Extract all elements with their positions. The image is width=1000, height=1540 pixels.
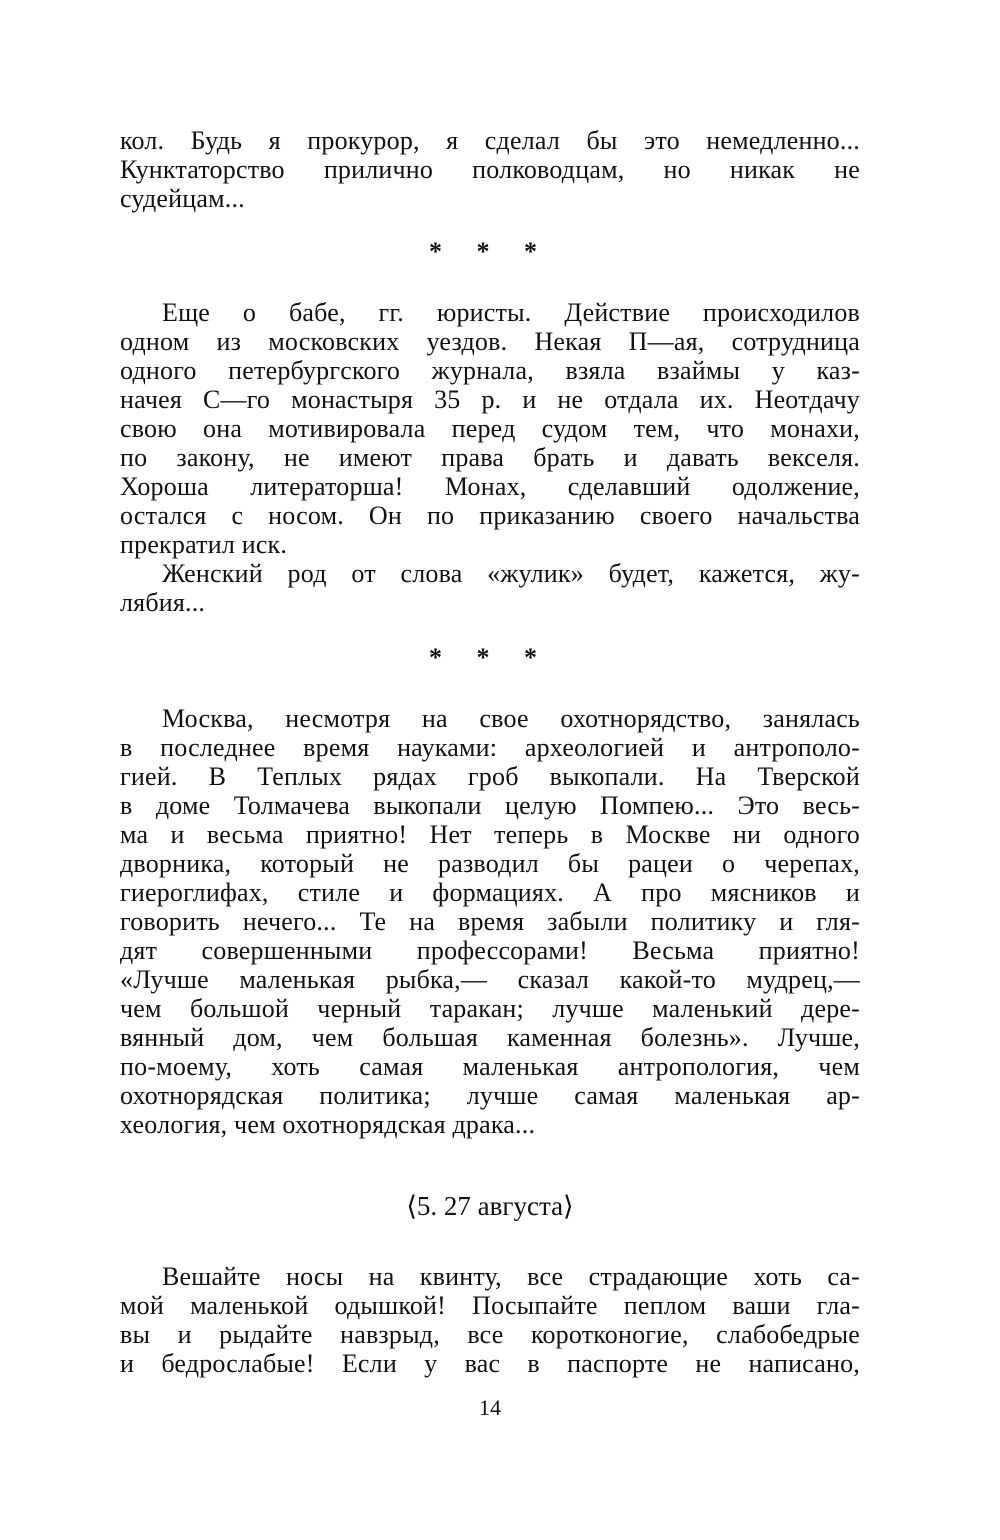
text-line: гией. В Теплых рядах гроб выкопали. На Тверской [120,762,860,791]
text-line: судейцам... [120,184,245,213]
text-line: гиероглифах, стиле и формациях. А про мясников и [120,878,860,907]
text-line: вы и рыдайте навзрыд, все коротконогие, слабобедрые [120,1320,860,1349]
page-number: 14 [479,1395,501,1420]
section-separator: * * * [429,237,551,266]
text-line: чем большой черный таракан; лучше маленький дере- [120,994,860,1023]
text-line: «Лучше маленькая рыбка,— сказал какой-то мудрец,— [120,965,860,994]
text-line: по-моему, хоть самая маленькая антропология, чем [120,1052,860,1081]
text-line: в доме Толмачева выкопали целую Помпею... Это весь- [120,791,860,820]
text-line: Вешайте носы на квинту, все страдающие хоть са- [162,1262,860,1291]
text-line: говорить нечего... Те на время забыли политику и гля- [120,907,860,936]
section-separator: * * * [429,643,551,672]
text-line: начея С—го монастыря 35 р. и не отдала их. Неотдачу [120,385,860,414]
text-line: и бедрослабые! Если у вас в паспорте не написано, [120,1349,860,1378]
text-line: вянный дом, чем большая каменная болезнь». Лучше, [120,1023,860,1052]
text-line: лябия... [120,588,206,617]
section-heading: ⟨5. 27 августа⟩ [406,1191,574,1221]
text-line: свою она мотивировала перед судом тем, что монахи, [120,414,860,443]
text-line: охотнорядская политика; лучше самая маленькая ар- [120,1081,860,1110]
text-line: одного петербургского журнала, взяла взаймы у каз- [120,356,860,385]
text-line: хеология, чем охотнорядская драка... [120,1110,536,1139]
text-line: по закону, не имеют права брать и давать векселя. [120,443,860,472]
text-line: Кунктаторство прилично полководцам, но никак не [120,155,860,184]
text-line: дворника, который не разводил бы рацеи о черепах, [120,849,860,878]
text-line: одном из московских уездов. Некая П—ая, сотрудница [120,327,860,356]
text-line: мой маленькой одышкой! Посыпайте пеплом ваши гла- [120,1291,860,1320]
text-line: остался с носом. Он по приказанию своего начальства [120,501,860,530]
text-line: Хороша литераторша! Монах, сделавший одолжение, [120,472,860,501]
text-line: кол. Будь я прокурор, я сделал бы это немедленно... [120,126,860,155]
text-line: прекратил иск. [120,530,288,559]
text-line: Женский род от слова «жулик» будет, кажется, жу- [162,559,860,588]
text-line: Москва, несмотря на свое охотнорядство, занялась [162,704,860,733]
text-line: дят совершенными профессорами! Весьма приятно! [120,936,860,965]
text-line: в последнее время науками: археологией и антрополо- [120,733,860,762]
text-line: ма и весьма приятно! Нет теперь в Москве ни одного [120,820,860,849]
text-line: Еще о бабе, гг. юристы. Действие происходилов [162,298,860,327]
